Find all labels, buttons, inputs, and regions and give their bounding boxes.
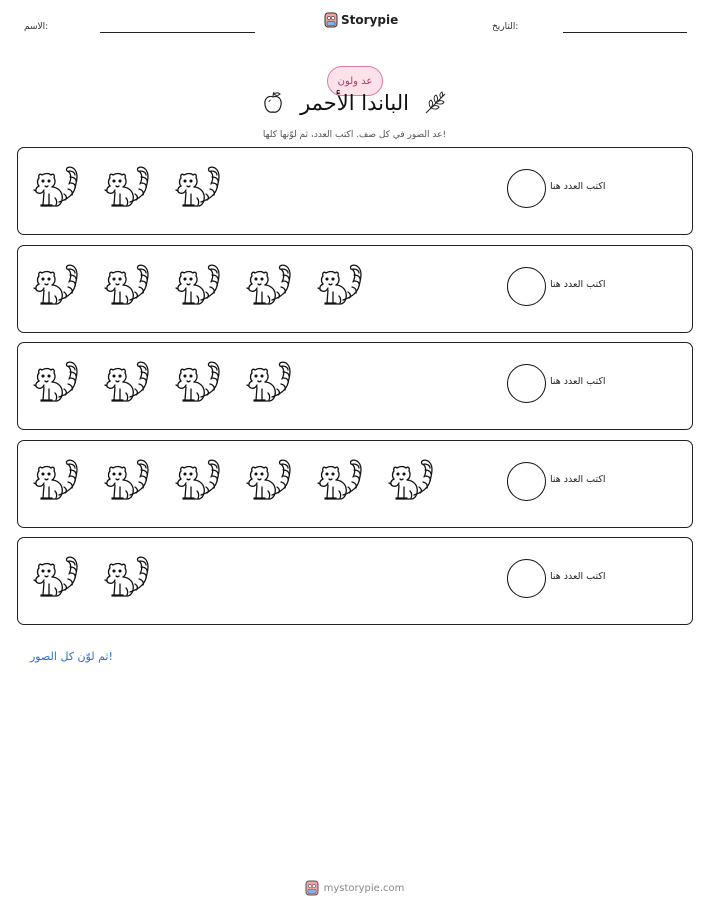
- red-panda-icon: [171, 162, 228, 214]
- answer-circle[interactable]: [507, 169, 546, 208]
- title-block: [0, 90, 709, 116]
- name-label: الاسم:: [24, 22, 49, 32]
- red-panda-icon: [100, 455, 157, 507]
- critter-group: [29, 260, 370, 312]
- answer-label: اكتب العدد هنا: [550, 279, 606, 290]
- answer-label: اكتب العدد هنا: [550, 181, 606, 192]
- red-panda-icon: [171, 357, 228, 409]
- red-panda-icon: [29, 455, 86, 507]
- answer-label: اكتب العدد هنا: [550, 571, 606, 582]
- critter-group: [29, 552, 157, 604]
- leaf-icon: [423, 90, 449, 116]
- date-field[interactable]: [563, 32, 687, 33]
- answer-circle[interactable]: [507, 364, 546, 403]
- red-panda-icon: [100, 260, 157, 312]
- counting-row: [17, 245, 693, 333]
- critter-group: [29, 455, 441, 507]
- red-panda-icon: [384, 455, 441, 507]
- red-panda-icon: [29, 357, 86, 409]
- counting-row: [17, 537, 693, 625]
- answer-circle[interactable]: [507, 462, 546, 501]
- red-panda-icon: [29, 162, 86, 214]
- date-label: التاريخ:: [492, 22, 519, 32]
- red-panda-icon: [171, 455, 228, 507]
- red-panda-icon: [171, 260, 228, 312]
- instructions: عد الصور في كل صف. اكتب العدد، ثم لوّنها كلها!: [262, 130, 447, 140]
- answer-label: اكتب العدد هنا: [550, 376, 606, 387]
- red-panda-icon: [313, 455, 370, 507]
- red-panda-icon: [242, 260, 299, 312]
- critter-group: [29, 162, 228, 214]
- answer-label: اكتب العدد هنا: [550, 474, 606, 485]
- red-panda-icon: [242, 357, 299, 409]
- answer-circle[interactable]: [507, 267, 546, 306]
- brand-logo: [324, 12, 398, 28]
- footer-url: mystorypie.com: [323, 882, 405, 894]
- red-panda-icon: [100, 552, 157, 604]
- red-panda-icon: [100, 357, 157, 409]
- brand-name: Storypie: [341, 13, 399, 27]
- answer-circle[interactable]: [507, 559, 546, 598]
- page-title: الباندا الأحمر: [300, 91, 409, 115]
- footer: [0, 880, 709, 896]
- coloring-note: ثم لوّن كل الصور!: [30, 650, 113, 663]
- red-panda-icon: [29, 552, 86, 604]
- red-panda-icon: [100, 162, 157, 214]
- counting-row: [17, 147, 693, 235]
- counting-row: [17, 342, 693, 430]
- storypie-mascot-icon: [324, 12, 338, 28]
- activity-badge: عد ولون: [327, 66, 383, 96]
- name-field[interactable]: [100, 32, 255, 33]
- red-panda-icon: [313, 260, 370, 312]
- apple-icon: [260, 90, 286, 116]
- critter-group: [29, 357, 299, 409]
- red-panda-icon: [242, 455, 299, 507]
- red-panda-icon: [29, 260, 86, 312]
- counting-row: [17, 440, 693, 528]
- storypie-mascot-icon: [305, 880, 319, 896]
